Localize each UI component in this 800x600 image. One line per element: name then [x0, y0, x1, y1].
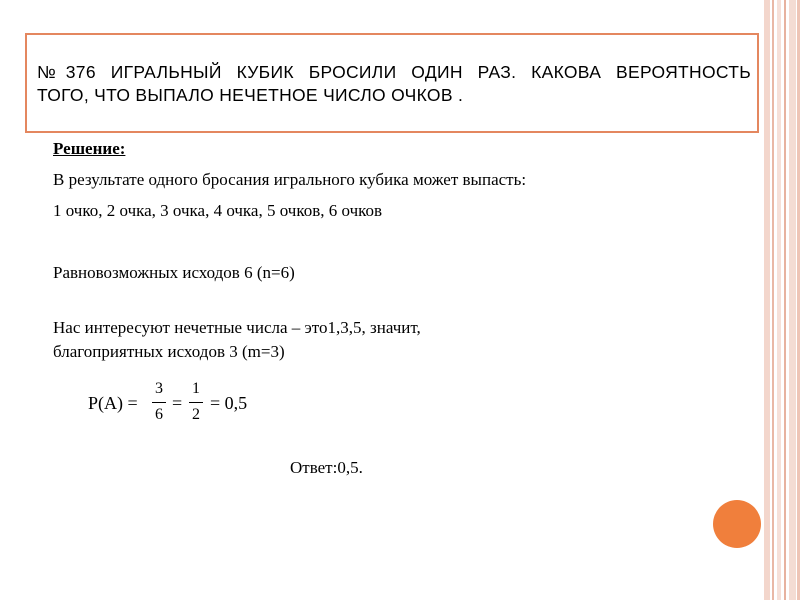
- fraction-numerator: 1: [192, 380, 200, 397]
- decorative-stripe: [772, 0, 774, 600]
- fraction-numerator: 3: [155, 380, 163, 397]
- decorative-stripe: [777, 0, 781, 600]
- decorative-stripe: [789, 0, 796, 600]
- decorative-circle: [713, 500, 761, 548]
- solution-paragraph-1: В результате одного бросания игрального кубика может выпасть:: [53, 170, 527, 189]
- formula-lhs: P(A) =: [88, 393, 138, 413]
- solution-paragraph-3: Равновозможных исходов 6 (n=6): [53, 263, 295, 282]
- decorative-stripe: [784, 0, 786, 600]
- solution-heading: Решение:: [53, 139, 126, 158]
- solution-paragraph-4a: Нас интересуют нечетные числа – это1,3,5, значит,: [53, 318, 421, 337]
- fraction-denominator: 2: [192, 406, 200, 423]
- formula-result: = 0,5: [210, 393, 248, 413]
- formula-equals: =: [172, 393, 183, 413]
- fraction-bar: [152, 402, 166, 403]
- problem-line-2: ТОГО, ЧТО ВЫПАЛО НЕЧЕТНОЕ ЧИСЛО ОЧКОВ .: [37, 85, 464, 105]
- problem-line-1: №376 ИГРАЛЬНЫЙ КУБИК БРОСИЛИ ОДИН РАЗ. КАКОВА ВЕРОЯТНОСТЬ: [37, 62, 751, 82]
- decorative-stripe: [764, 0, 770, 600]
- answer-text: Ответ:0,5.: [290, 458, 363, 477]
- problem-box: [25, 33, 759, 133]
- problem-text: [37, 61, 751, 107]
- solution-paragraph-2: 1 очко, 2 очка, 3 очка, 4 очка, 5 очков, 6 очков: [53, 201, 383, 220]
- fraction-bar: [189, 402, 203, 403]
- fraction-denominator: 6: [155, 406, 163, 423]
- solution-paragraph-4b: благоприятных исходов 3 (m=3): [53, 342, 285, 361]
